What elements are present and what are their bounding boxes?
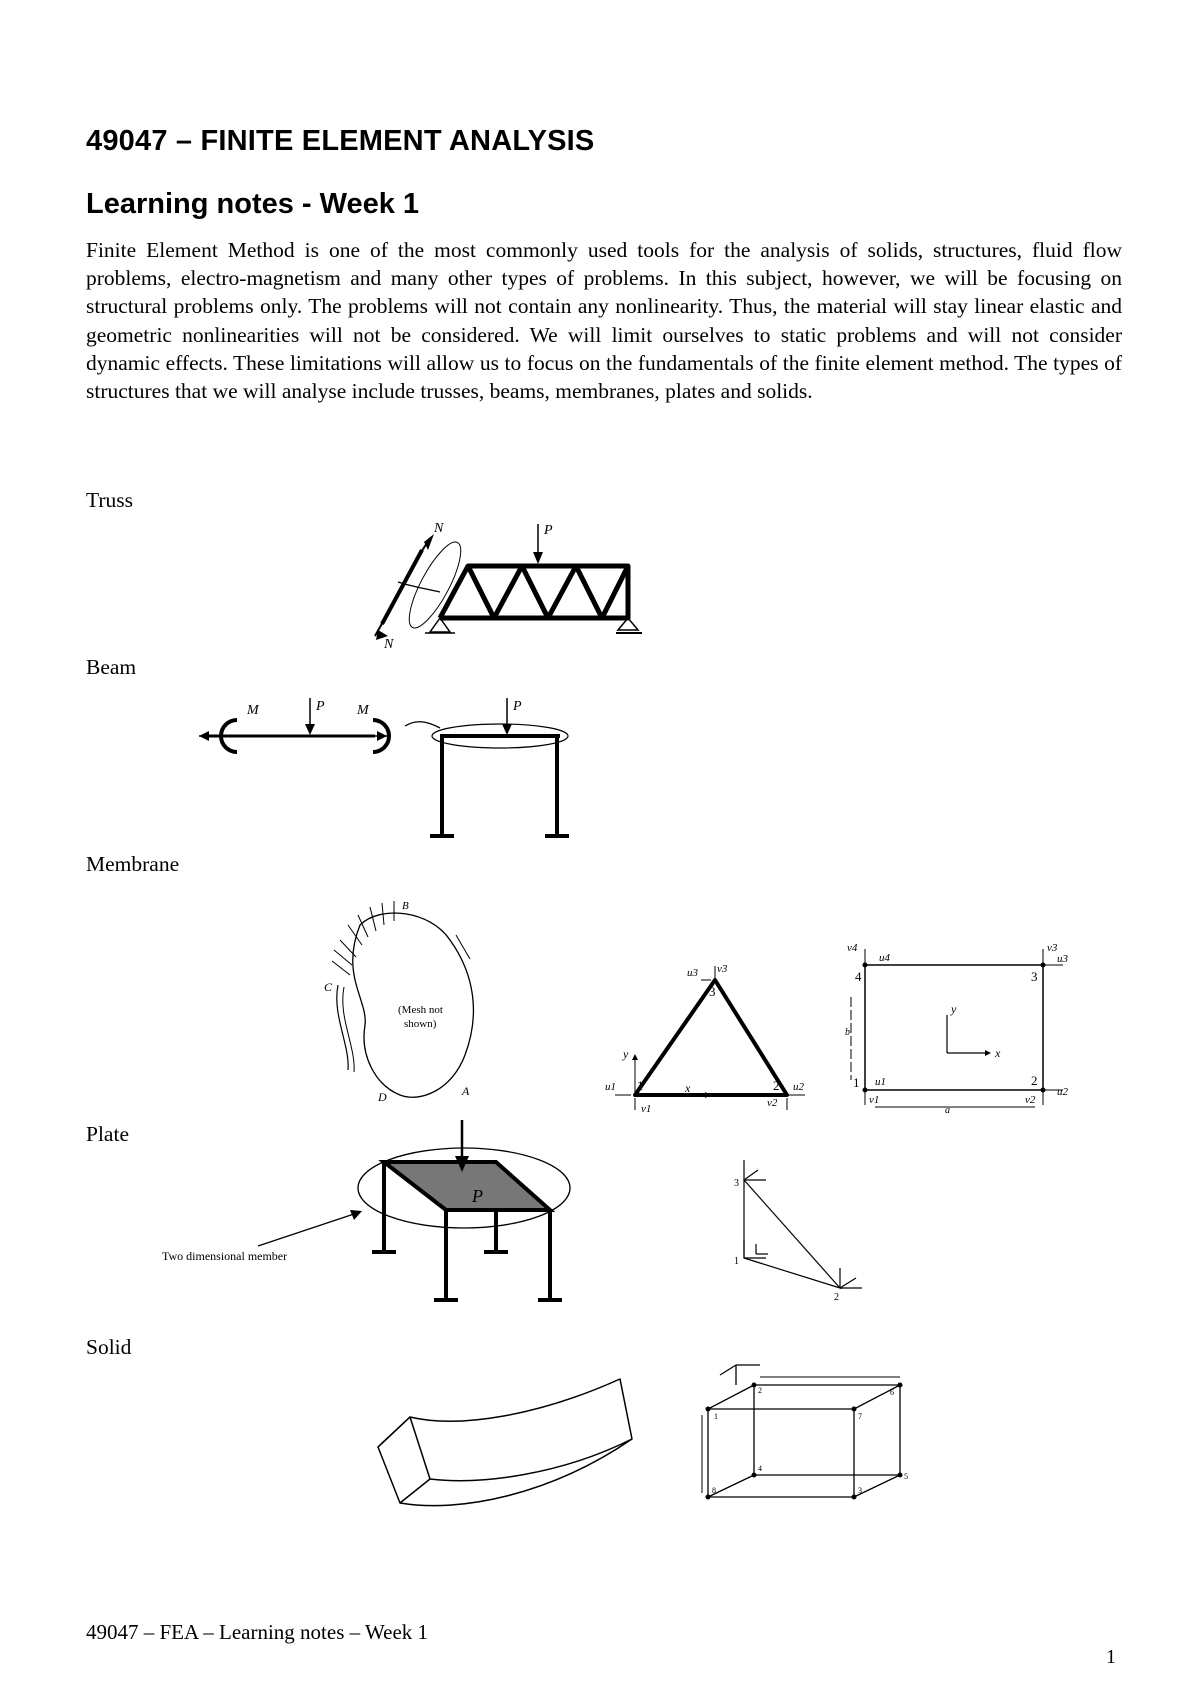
mesh-note-line1: (Mesh not <box>398 1004 443 1016</box>
section-label-beam: Beam <box>86 655 137 679</box>
section-label-plate: Plate <box>86 1122 129 1146</box>
tri-node-2: 2 <box>773 1078 780 1093</box>
truss-axial-bottom-label: N <box>384 637 394 652</box>
plate-node-3: 3 <box>734 1178 739 1189</box>
beam-moment-left-label: M <box>247 703 259 718</box>
rect-node-2: 2 <box>1031 1073 1038 1088</box>
rect-v1: v1 <box>869 1094 880 1106</box>
tri-u2: u2 <box>793 1081 804 1093</box>
solid-node-5: 5 <box>904 1472 908 1481</box>
solid-node-2: 2 <box>758 1386 762 1395</box>
tri-v1: v1 <box>641 1103 652 1115</box>
notes-title: Learning notes - Week 1 <box>86 188 420 220</box>
tri-v3: v3 <box>717 963 728 975</box>
page-footer: 49047 – FEA – Learning notes – Week 1 <box>86 1620 429 1644</box>
section-label-membrane: Membrane <box>86 852 180 876</box>
rect-v2: v2 <box>1025 1094 1036 1106</box>
rect-u2: u2 <box>1057 1086 1068 1098</box>
rect-node-1: 1 <box>853 1075 860 1090</box>
tri-node-3: 3 <box>709 984 716 999</box>
solid-element-figure <box>700 1355 940 1515</box>
frame-load-label: P <box>513 699 522 714</box>
mesh-note-line2: shown) <box>404 1018 437 1030</box>
solid-node-3: 3 <box>858 1486 862 1495</box>
solid-node-7: 7 <box>858 1412 862 1421</box>
rect-dim-a: a <box>945 1105 950 1116</box>
plate-node-1: 1 <box>734 1256 739 1267</box>
solid-node-4: 4 <box>758 1464 762 1473</box>
intro-paragraph: Finite Element Method is one of the most commonly used tools for the analysis of solids, structures, fluid flow problems, electro-magnetism and many other types of problems. In this subject, however, we will be focusing on structural problems only. The problems will not contain any nonlinearity. Thus, the material will stay linear elastic and geometric nonlinearities will not be considered. We will limit ourselves to static problems and will not consider dynamic effects. These limitations will allow us to focus on the fundamentals of the finite element method. The types of structures that we will analyse include trusses, beams, membranes, plates and solids. <box>86 238 1122 404</box>
section-label-truss: Truss <box>86 488 134 512</box>
tri-u1: u1 <box>605 1081 616 1093</box>
triangle-element-figure <box>605 960 815 1115</box>
membrane-body-figure <box>320 895 520 1110</box>
beam-figure <box>195 690 595 850</box>
plate-node-2: 2 <box>834 1292 839 1303</box>
page-number: 1 <box>1106 1646 1116 1668</box>
plate-member-label: Two dimensional member <box>162 1249 288 1263</box>
solid-node-8: 8 <box>712 1486 716 1495</box>
beam-moment-right-label: M <box>357 703 369 718</box>
rect-node-4: 4 <box>855 969 862 984</box>
section-label-solid: Solid <box>86 1335 132 1359</box>
rect-dim-b: b <box>845 1027 850 1038</box>
course-title: 49047 – FINITE ELEMENT ANALYSIS <box>86 125 595 157</box>
rectangle-element-figure <box>835 935 1080 1115</box>
tri-node-1: 1 <box>637 1078 644 1093</box>
plate-load-label: P <box>472 1186 483 1206</box>
truss-axial-top-label: N <box>434 521 444 536</box>
boundary-a-label: A <box>462 1084 470 1098</box>
solid-node-6: 6 <box>890 1388 894 1397</box>
rect-u4: u4 <box>879 952 890 964</box>
beam-load-label: P <box>316 699 325 714</box>
plate-figure <box>150 1120 580 1320</box>
load-b-label: B <box>402 900 409 912</box>
rect-v3: v3 <box>1047 942 1058 954</box>
curved-solid-figure <box>370 1375 640 1525</box>
rect-axis-x: x <box>995 1046 1001 1060</box>
rect-u3: u3 <box>1057 953 1068 965</box>
boundary-d-label: D <box>378 1090 387 1104</box>
tri-u3: u3 <box>687 967 698 979</box>
truss-figure <box>370 520 650 650</box>
truss-load-label: P <box>544 523 553 538</box>
tri-axis-x: x <box>685 1081 691 1095</box>
tri-axis-y: y <box>623 1047 629 1061</box>
tri-v2: v2 <box>767 1097 778 1109</box>
boundary-c-label: C <box>324 980 333 994</box>
solid-node-1: 1 <box>714 1412 718 1421</box>
rect-u1: u1 <box>875 1076 886 1088</box>
plate-element-figure <box>710 1150 890 1303</box>
rect-axis-y: y <box>951 1002 957 1016</box>
rect-node-3: 3 <box>1031 969 1038 984</box>
rect-v4: v4 <box>847 942 858 954</box>
